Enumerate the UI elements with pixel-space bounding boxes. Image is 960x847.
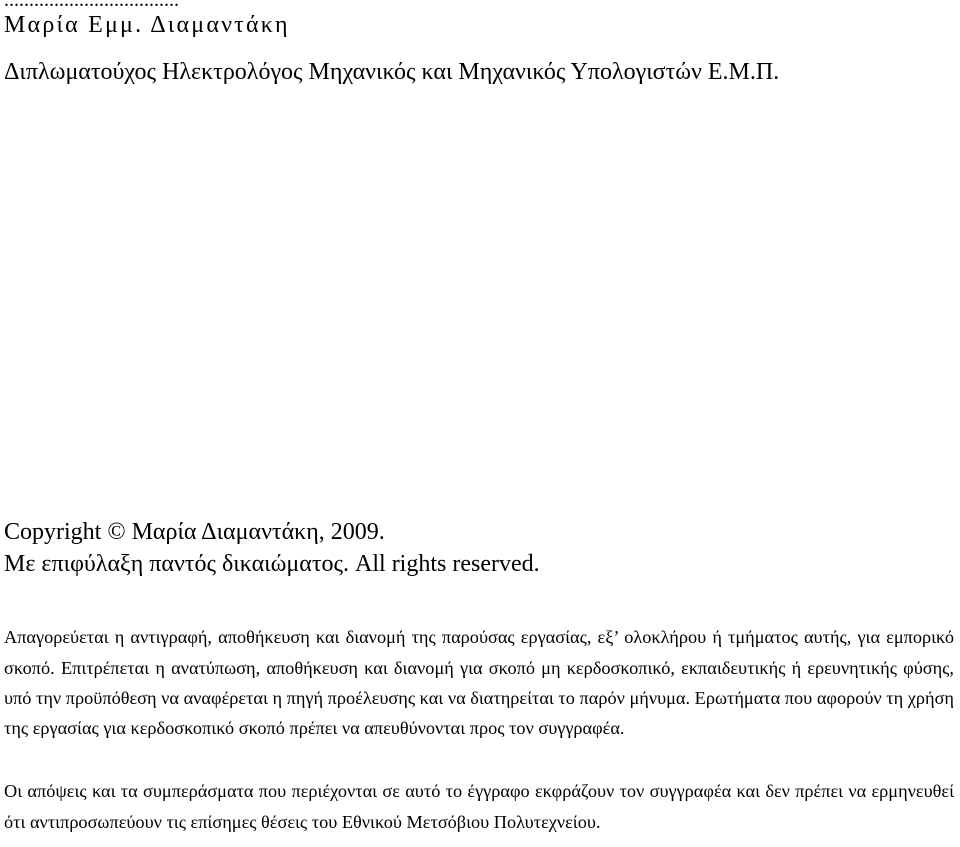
rights-reserved-notice: Με επιφύλαξη παντός δικαιώματος. All rights reserved. [4, 551, 540, 577]
author-name: Μαρία Εμμ. Διαμαντάκη [4, 12, 290, 38]
author-title: Διπλωματούχος Ηλεκτρολόγος Μηχανικός και Μηχανικός Υπολογιστών Ε.Μ.Π. [4, 59, 780, 85]
copyright-notice: Copyright © Μαρία Διαμαντάκη, 2009. [4, 519, 385, 545]
usage-terms-paragraph: Απαγορεύεται η αντιγραφή, αποθήκευση και διανομή της παρούσας εργασίας, εξ’ ολοκλήρου ή τμήματος αυτής, για εμπορικό σκοπό. Επιτρέπεται η ανατύπωση, αποθήκευση και διανομή για σκοπό μη κερδοσκοπικό, εκπαιδευτικής ή ερευνητικής φύσης, υπό την προϋπόθεση να αναφέρεται η πηγή προέλευσης και να διατηρείται το παρόν μήνυμα. Ερωτήματα που αφορούν τη χρήση της εργασίας για κερδοσκοπικό σκοπό πρέπει να απευθύνονται προς τον συγγραφέα. [4, 627, 954, 738]
signature-line: ................................... [4, 0, 179, 11]
disclaimer-paragraph: Οι απόψεις και τα συμπεράσματα που περιέχονται σε αυτό το έγγραφο εκφράζουν τον συγγραφέα και δεν πρέπει να ερμηνευθεί ότι αντιπροσωπεύουν τις επίσημες θέσεις του Εθνικού Μετσόβιου Πολυτεχνείου. [4, 781, 954, 832]
